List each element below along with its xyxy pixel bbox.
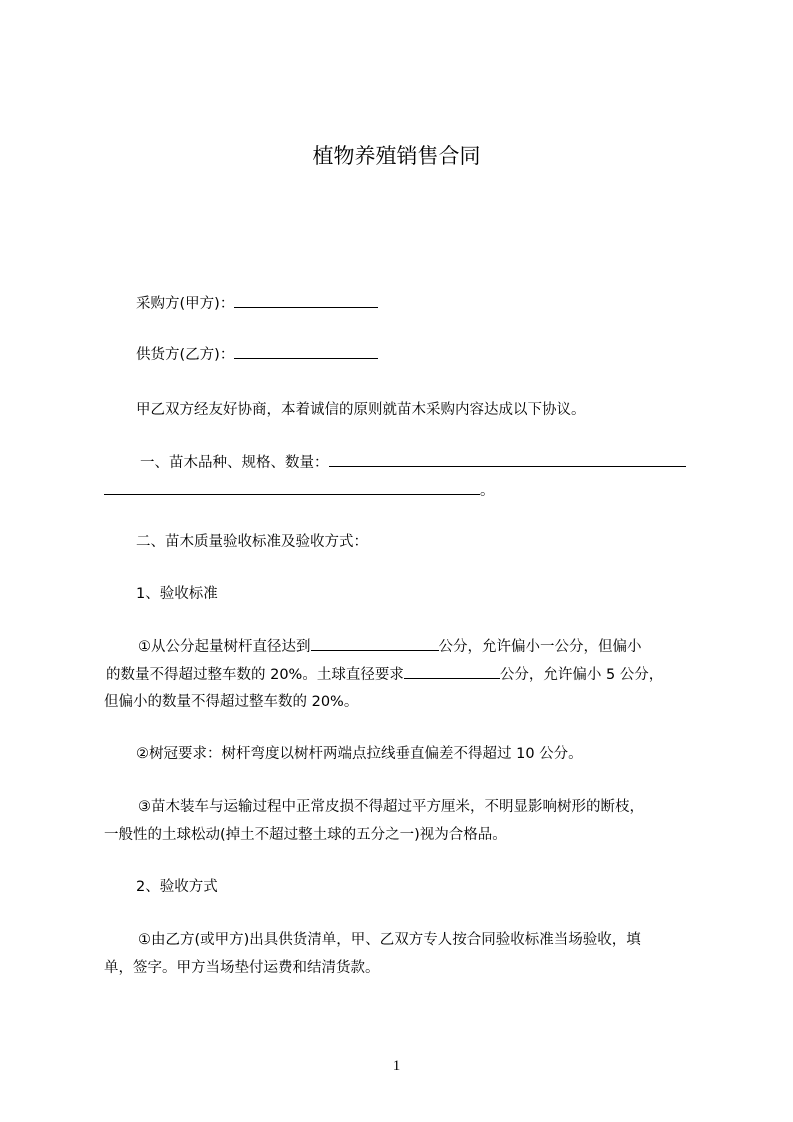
item1-part1: ①从公分起量树杆直径达到 — [138, 639, 311, 655]
section1-blank-2 — [104, 480, 480, 495]
section2-heading: 二、苗木质量验收标准及验收方式： — [136, 534, 368, 550]
sub1-heading: 1、验收标准 — [136, 586, 218, 602]
page-number: 1 — [392, 1058, 401, 1074]
item1-line2-part2: 公分，允许偏小 5 公分， — [499, 667, 664, 683]
method1-line-1: ①由乙方(或甲方)出具供货清单，甲、乙双方专人按合同验收标准当场验收，填 — [138, 932, 641, 948]
supplier-label: 供货方(乙方)： — [136, 347, 235, 363]
intro-paragraph: 甲乙双方经友好协商，本着诚信的原则就苗木采购内容达成以下协议。 — [136, 402, 586, 418]
buyer-line — [136, 293, 378, 314]
buyer-label: 采购方(甲方)： — [136, 296, 235, 312]
method1-line-2: 单，签字。甲方当场垫付运费和结清货款。 — [104, 960, 380, 976]
item1-line-1 — [138, 636, 642, 657]
item1-part2: 公分，允许偏小一公分，但偏小 — [438, 639, 642, 655]
document-title: 植物养殖销售合同 — [312, 144, 481, 168]
section1-line-2 — [104, 480, 495, 501]
item3-line-1: ③苗木装车与运输过程中正常皮损不得超过平方厘米，不明显影响树形的断枝， — [138, 799, 644, 815]
section1-label: 一、苗木品种、规格、数量： — [140, 455, 329, 471]
supplier-line — [136, 344, 378, 365]
section1-line — [140, 452, 686, 473]
item2-paragraph: ②树冠要求：树杆弯度以树杆两端点拉线垂直偏差不得超过 10 公分。 — [136, 746, 583, 762]
section1-end: 。 — [480, 483, 495, 499]
item1-line2-part1: 的数量不得超过整车数的 20%。土球直径要求 — [106, 667, 404, 683]
section1-blank-1 — [329, 452, 686, 467]
sub2-heading: 2、验收方式 — [136, 879, 218, 895]
item1-line-2 — [106, 664, 663, 685]
item3-line-2: 一般性的土球松动(掉土不超过整土球的五分之一)视为合格品。 — [104, 827, 507, 843]
buyer-blank — [234, 293, 378, 308]
supplier-blank — [234, 344, 378, 359]
diameter-blank — [311, 636, 439, 651]
soil-ball-blank — [404, 664, 500, 679]
item1-line-3: 但偏小的数量不得超过整车数的 20%。 — [104, 694, 359, 710]
